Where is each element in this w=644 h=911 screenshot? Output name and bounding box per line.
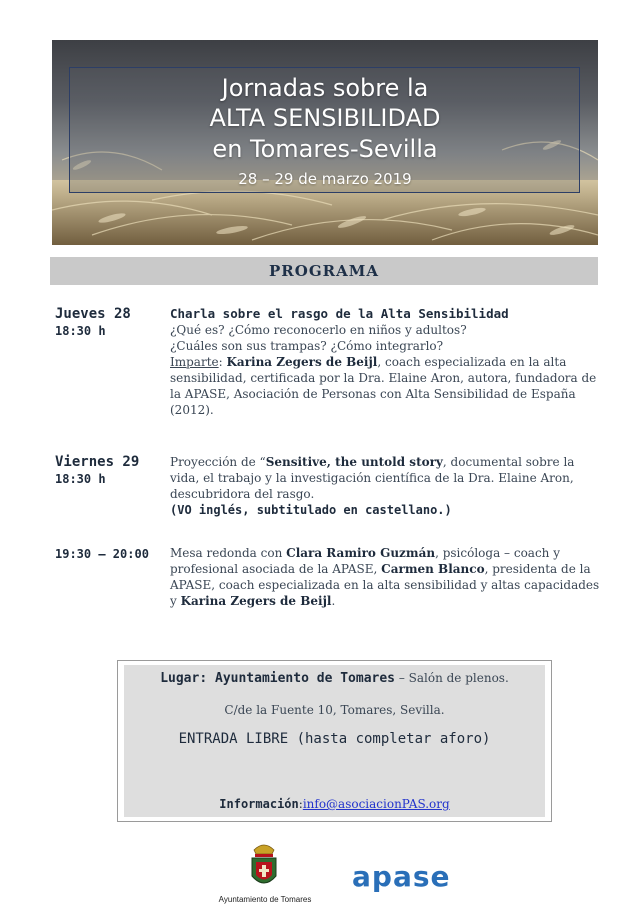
venue-address: C/de la Fuente 10, Tomares, Sevilla. — [224, 703, 445, 717]
session-2-day: Viernes 29 — [55, 454, 140, 470]
session-3-p1: Mesa redonda con — [170, 546, 287, 560]
session-2-note: (VO inglés, subtitulado en castellano.) — [170, 503, 452, 517]
session-2-when — [55, 454, 139, 486]
venue-box — [117, 660, 552, 822]
program-heading: PROGRAMA — [50, 257, 598, 285]
session-2-paragraph — [170, 454, 600, 502]
apase-logo: apase — [352, 860, 451, 893]
free-entry: ENTRADA LIBRE (hasta completar aforo) — [178, 731, 491, 747]
header-banner — [52, 40, 598, 245]
session-3-name-2: Carmen Blanco — [381, 562, 485, 576]
venue-place: : Ayuntamiento de Tomares — [199, 671, 396, 686]
info-label: Información — [219, 797, 299, 811]
imparte-label: Imparte — [170, 355, 219, 369]
info-email-link[interactable]: info@asociacionPAS.org — [302, 797, 450, 811]
session-3-name-3: Karina Zegers de Beijl — [180, 594, 332, 608]
session-1-day: Jueves 28 — [55, 306, 131, 322]
tomares-coat-of-arms-icon — [246, 840, 282, 892]
session-3-when — [55, 545, 149, 561]
venue-room: – Salón de plenos. — [395, 671, 509, 685]
session-2-film: Sensitive, the untold story — [265, 455, 443, 469]
session-1-when — [55, 306, 131, 338]
session-2-film-desc: , documental sobre la vida, el trabajo y la investigación científica de la Dra. Elaine Aron, descubridora del rasgo. — [170, 455, 575, 501]
session-2-description — [170, 454, 600, 518]
venue-line — [118, 671, 551, 686]
session-2-time: 18:30 h — [55, 472, 106, 486]
session-3-p2: , psicóloga – coach y profesional asociada de la APASE, — [170, 546, 560, 576]
session-1-question-1: ¿Qué es? ¿Cómo reconocerlo en niños y adultos? — [170, 323, 467, 337]
banner-dates: 28 – 29 de marzo 2019 — [238, 170, 412, 188]
banner-line-3: en Tomares-Sevilla — [212, 135, 438, 163]
session-3-description — [170, 545, 600, 609]
session-1-title: Charla sobre el rasgo de la Alta Sensibilidad — [170, 306, 509, 321]
session-3-p4: . — [331, 594, 336, 608]
info-line: Información:info@asociacionPAS.org — [219, 797, 450, 811]
banner-line-2: ALTA SENSIBILIDAD — [209, 104, 441, 132]
session-1-speaker: Karina Zegers de Beijl — [226, 355, 378, 369]
venue-label: Lugar — [160, 671, 200, 686]
session-3-p3: , presidenta de la APASE, coach especializada en la alta sensibilidad y altas capacidades y — [170, 562, 600, 608]
session-2-intro: Proyección de “ — [170, 455, 266, 469]
banner-line-1: Jornadas sobre la — [221, 74, 429, 102]
session-3-name-1: Clara Ramiro Guzmán — [286, 546, 436, 560]
session-1-description — [170, 306, 600, 418]
session-1-speaker-desc: , coach especializada en la alta sensibilidad, certificada por la Dra. Elaine Aron, autora, fundadora de la APASE, Asociación de Personas con Alta Sensibilidad de España (2012). — [170, 355, 597, 417]
session-3-time: 19:30 – 20:00 — [55, 547, 149, 561]
session-1-question-2: ¿Cuáles son sus trampas? ¿Cómo integrarlo? — [170, 339, 444, 353]
session-1-time: 18:30 h — [55, 324, 106, 338]
town-hall-caption: Ayuntamiento de Tomares — [218, 895, 312, 904]
session-1-speaker-paragraph: Imparte: Karina Zegers de Beijl, coach especializada en la alta sensibilidad, certificada por la Dra. Elaine Aron, autora, fundadora de la APASE, Asociación de Personas con Alta Sensibilidad de España (2012). — [170, 355, 597, 417]
